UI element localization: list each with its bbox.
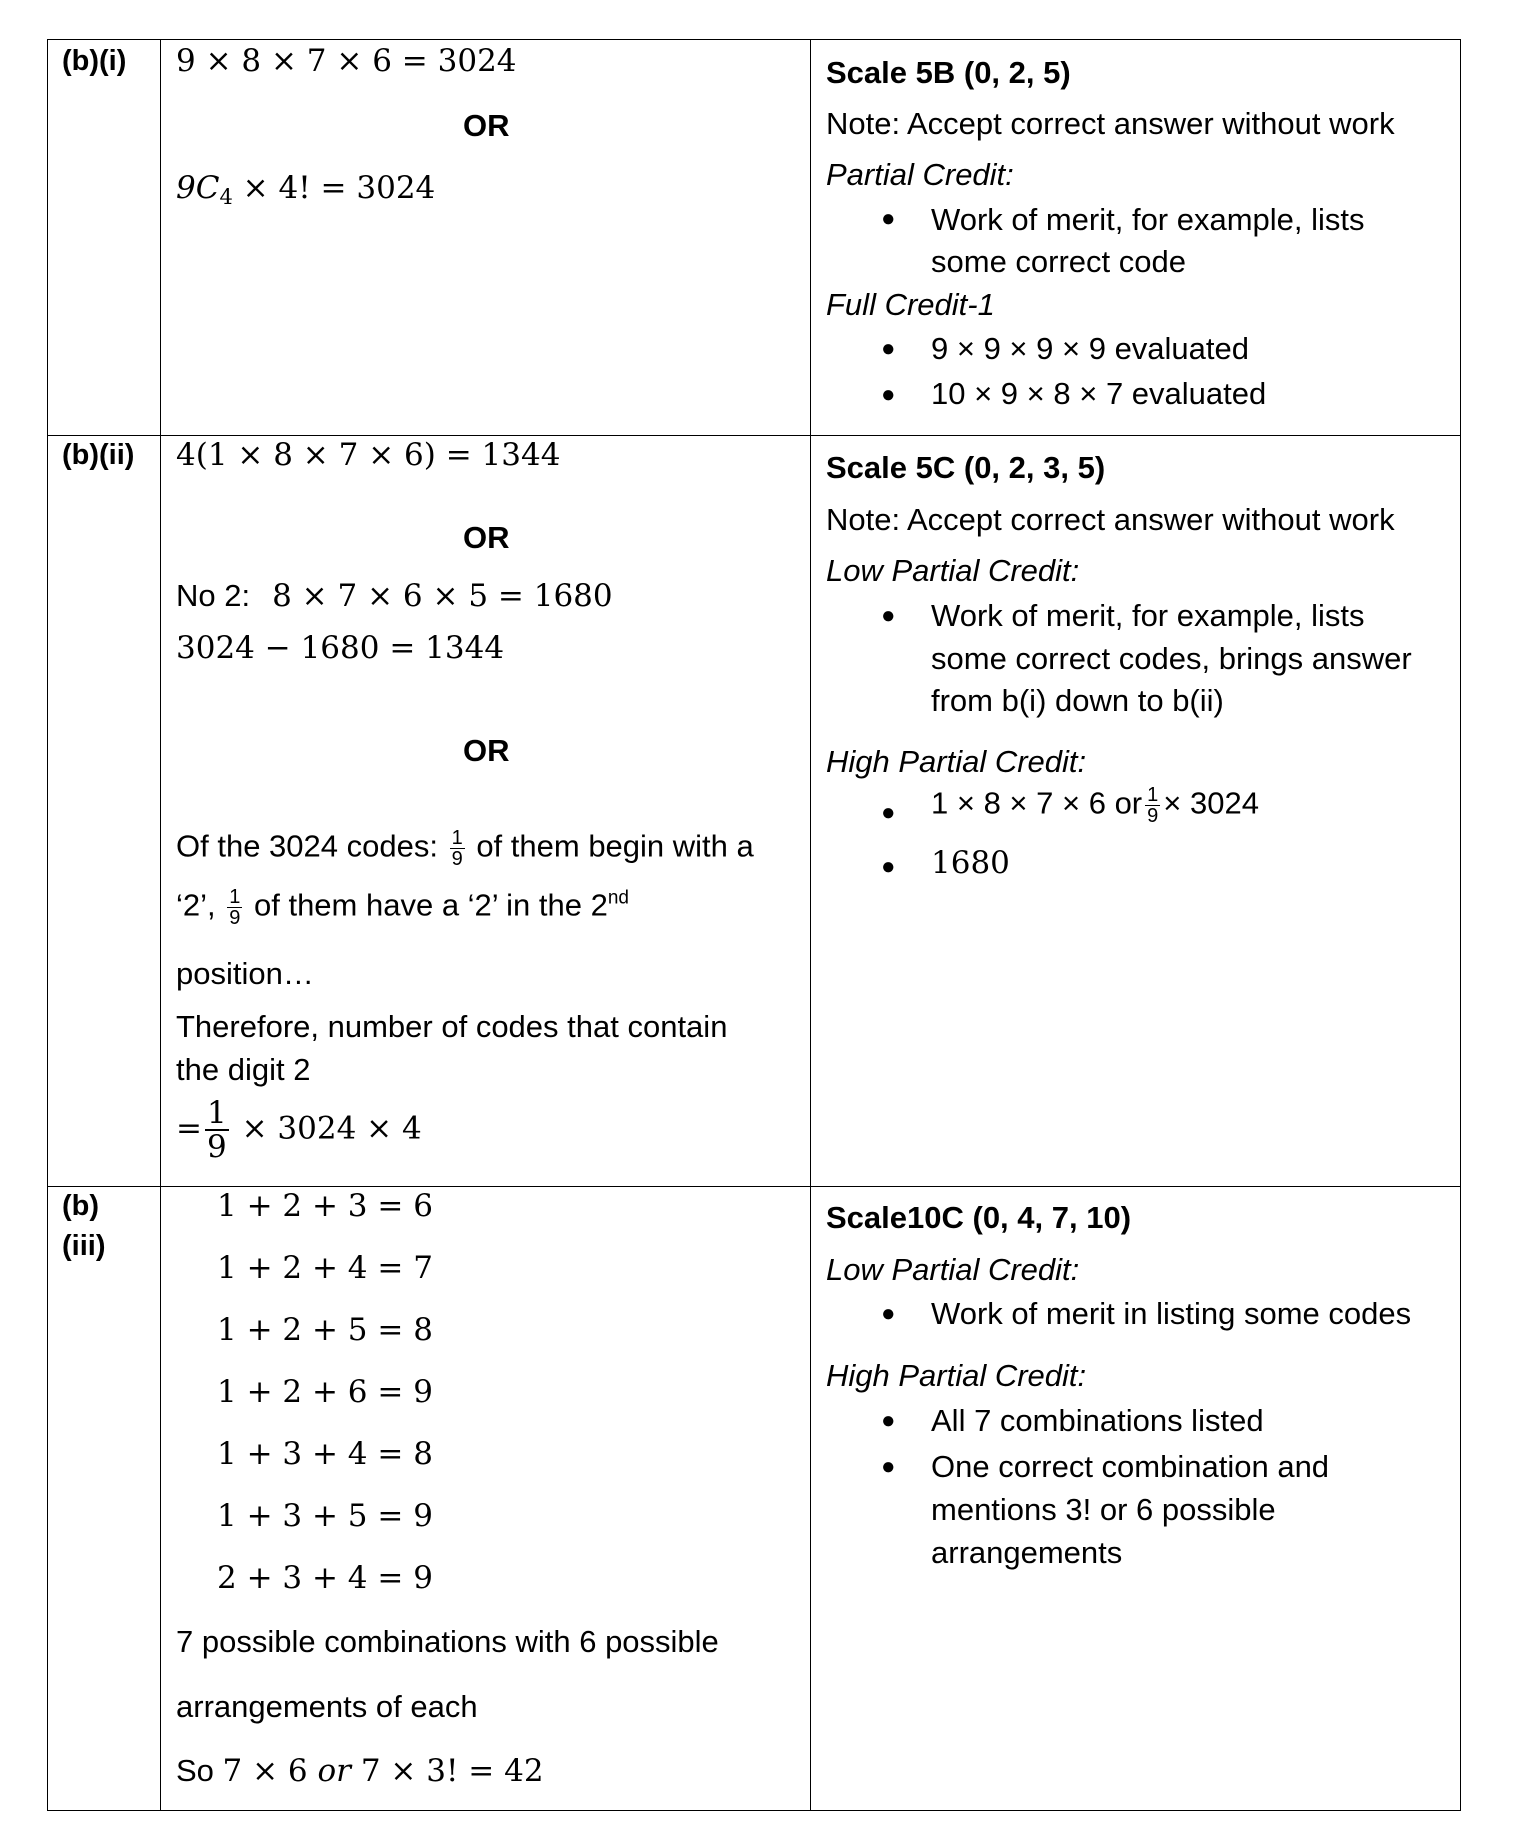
bullet-text: 1 × 8 × 7 × 6 or $\frac{1}{9}$ × 3024 bbox=[931, 784, 1259, 827]
bullet-icon: ● bbox=[881, 799, 896, 826]
work-line: No 2: 8 × 7 × 6 × 5 = 1680 bbox=[176, 578, 613, 614]
bullet-text: 1680 bbox=[931, 845, 1010, 881]
bullet-icon: ● bbox=[881, 335, 896, 362]
bullet-text: Work of merit in listing some codes bbox=[931, 1296, 1412, 1331]
low-partial-credit-heading: Low Partial Credit: bbox=[826, 1252, 1080, 1287]
fraction: $\frac{1}{9}$ bbox=[1147, 784, 1159, 827]
bullet-text-cont: some correct code bbox=[931, 244, 1186, 279]
column-divider-1 bbox=[160, 40, 161, 1810]
bullet-text: 10 × 9 × 8 × 7 evaluated bbox=[931, 376, 1267, 411]
work-summary-line: 7 possible combinations with 6 possible bbox=[176, 1624, 719, 1659]
bullet-icon: ● bbox=[881, 1453, 896, 1480]
work-summary-line: arrangements of each bbox=[176, 1689, 478, 1724]
bullet-icon: ● bbox=[881, 602, 896, 629]
scale-heading: Scale 5C (0, 2, 3, 5) bbox=[826, 450, 1106, 485]
bullet-icon: ● bbox=[881, 1300, 896, 1327]
bullet-icon: ● bbox=[881, 1407, 896, 1434]
marking-note: Note: Accept correct answer without work bbox=[826, 106, 1395, 141]
row-divider-2 bbox=[48, 1186, 1460, 1187]
work-line: 4(1 × 8 × 7 × 6) = 1344 bbox=[176, 437, 561, 473]
work-paragraph-line: position… bbox=[176, 956, 314, 991]
partial-credit-heading: Partial Credit: bbox=[826, 157, 1014, 192]
bullet-text-cont: arrangements bbox=[931, 1535, 1123, 1570]
sum-line: 1 + 3 + 4 = 8 bbox=[217, 1436, 433, 1472]
bullet-text: All 7 combinations listed bbox=[931, 1403, 1264, 1438]
work-line: $9C_4 \times 4$! = 3024 bbox=[176, 170, 436, 209]
or-divider: OR bbox=[463, 108, 510, 143]
high-partial-credit-heading: High Partial Credit: bbox=[826, 744, 1087, 779]
work-paragraph-line: ‘2’, $\frac{1}{9}$ of them have a ‘2’ in the 2nd bbox=[176, 886, 629, 929]
scale-heading: Scale10C (0, 4, 7, 10) bbox=[826, 1200, 1132, 1235]
work-line: 9 × 8 × 7 × 6 = 3024 bbox=[176, 43, 517, 79]
work-paragraph-line: Therefore, number of codes that contain bbox=[176, 1009, 728, 1044]
bullet-text-cont: mentions 3! or 6 possible bbox=[931, 1492, 1276, 1527]
row-label-b-iii: (b) bbox=[62, 1190, 100, 1222]
fraction: $\frac{1}{9}$ bbox=[451, 827, 463, 870]
fraction: $\frac{1}{9}$ bbox=[206, 1095, 227, 1165]
sum-line: 1 + 2 + 4 = 7 bbox=[217, 1250, 433, 1286]
bullet-icon: ● bbox=[881, 205, 896, 232]
work-final-answer: So 7 × 6 or 7 × 3! = 42 bbox=[176, 1753, 544, 1789]
bullet-text: Work of merit, for example, lists bbox=[931, 598, 1365, 633]
scale-heading: Scale 5B (0, 2, 5) bbox=[826, 55, 1071, 90]
bullet-text-cont: some correct codes, brings answer bbox=[931, 641, 1412, 676]
sum-line: 1 + 2 + 5 = 8 bbox=[217, 1312, 433, 1348]
row-label-b-iii: (iii) bbox=[62, 1230, 106, 1262]
full-credit-heading: Full Credit-1 bbox=[826, 287, 995, 322]
high-partial-credit-heading: High Partial Credit: bbox=[826, 1358, 1087, 1393]
bullet-text: One correct combination and bbox=[931, 1449, 1330, 1484]
bullet-text-cont: from b(i) down to b(ii) bbox=[931, 683, 1224, 718]
row-label-b-ii: (b)(ii) bbox=[62, 439, 135, 471]
fraction: $\frac{1}{9}$ bbox=[229, 886, 241, 929]
work-line: 3024 − 1680 = 1344 bbox=[176, 630, 505, 666]
sum-line: 1 + 2 + 3 = 6 bbox=[217, 1188, 433, 1224]
bullet-icon: ● bbox=[881, 853, 896, 880]
work-paragraph-line: the digit 2 bbox=[176, 1052, 311, 1087]
row-divider-1 bbox=[48, 435, 1460, 436]
bullet-icon: ● bbox=[881, 381, 896, 408]
sum-line: 1 + 2 + 6 = 9 bbox=[217, 1374, 433, 1410]
work-equation: = $\frac{1}{9}$ × 3024 × 4 bbox=[176, 1095, 422, 1165]
low-partial-credit-heading: Low Partial Credit: bbox=[826, 553, 1080, 588]
bullet-text: Work of merit, for example, lists bbox=[931, 202, 1365, 237]
sum-line: 2 + 3 + 4 = 9 bbox=[217, 1560, 433, 1596]
bullet-text: 9 × 9 × 9 × 9 evaluated bbox=[931, 331, 1250, 366]
row-label-b-i: (b)(i) bbox=[62, 45, 127, 77]
or-divider: OR bbox=[463, 733, 510, 768]
sum-line: 1 + 3 + 5 = 9 bbox=[217, 1498, 433, 1534]
column-divider-2 bbox=[810, 40, 811, 1810]
work-paragraph-line: Of the 3024 codes: $\frac{1}{9}$ of them begin with a bbox=[176, 827, 754, 870]
or-divider: OR bbox=[463, 520, 510, 555]
marking-note: Note: Accept correct answer without work bbox=[826, 502, 1395, 537]
